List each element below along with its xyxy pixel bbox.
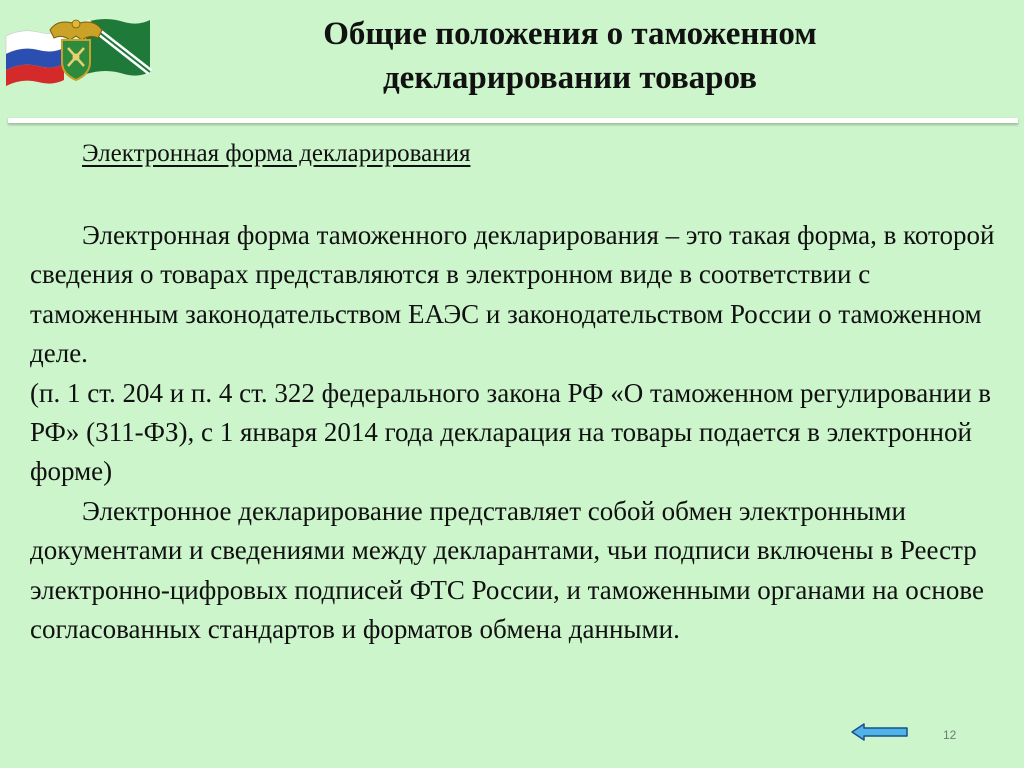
back-arrow-icon[interactable]	[850, 722, 910, 742]
customs-emblem-icon	[2, 14, 152, 86]
slide-title	[240, 12, 900, 100]
title-line-2: декларировании товаров	[382, 60, 757, 96]
section-subtitle: Электронная форма декларирования	[82, 140, 471, 167]
body-text	[30, 216, 1010, 649]
title-line-1: Общие положения о таможенном	[323, 16, 817, 52]
russian-flag-icon	[6, 30, 64, 86]
page-number: 12	[943, 728, 957, 742]
header-divider	[8, 118, 1018, 124]
paragraph-electronic-exchange: Электронное декларирование представляет собой обмен электронными документами и сведениями между декларантами, чьи подписи включены в Реестр электронно-цифровых подписей ФТС России, и таможенными органами на основе согласованных стандартов и форматов обмена данными.	[30, 495, 984, 645]
paragraph-legal-reference: (п. 1 ст. 204 и п. 4 ст. 322 федерального закона РФ «О таможенном регулировании в РФ» (311-ФЗ), с 1 января 2014 года декларация на товары подается в электронной форме)	[30, 377, 992, 487]
paragraph-definition: Электронная форма таможенного декларирования – это такая форма, в которой сведения о товарах представляются в электронном виде в соответствии с таможенным законодательством ЕАЭС и законодательством России о таможенном деле.	[30, 220, 995, 369]
